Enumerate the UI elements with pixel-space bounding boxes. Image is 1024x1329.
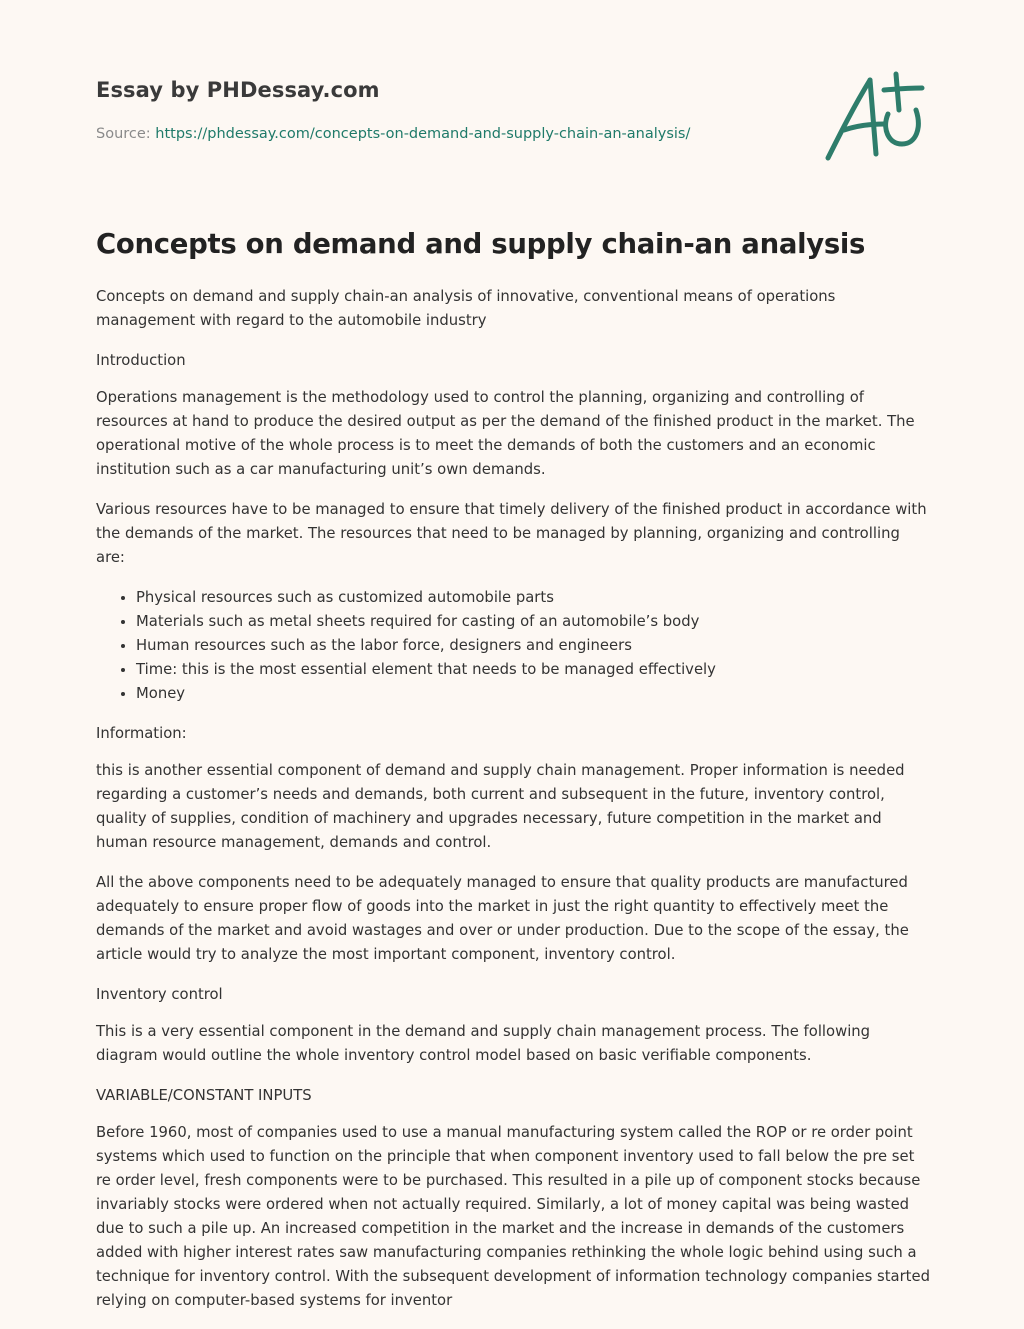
site-brand: Essay by PHDessay.com bbox=[96, 78, 380, 102]
essay-subtitle: Concepts on demand and supply chain-an analysis of innovative, conventional means of operations management with regard to the automobile industry bbox=[96, 288, 836, 329]
paragraph: This is a very essential component in the demand and supply chain management process. The following diagram would outline the whole inventory control model based on basic verifiable components. bbox=[96, 1023, 871, 1064]
paragraph: All the above components need to be adequately managed to ensure that quality products are manufactured adequately to ensure proper flow of goods into the market in just the right quantity to effectively meet the demands of the market and avoid wastages and over or under production. Due to the scope of the essay, the article would try to analyze the most important component, inventory control. bbox=[96, 874, 909, 963]
section-heading-introduction: Introduction bbox=[96, 352, 186, 369]
paragraph: Before 1960, most of companies used to use a manual manufacturing system called the ROP or re order point systems which used to function on the principle that when component inventory used to fall below the pre set re order level, fresh components were to be purchased. This resulted in a pile up of component stocks because invariably stocks were ordered when not actually required. Similarly, a lot of money capital was being wasted due to such a pile up. An increased competition in the market and the increase in demands of the customers added with higher interest rates saw manufacturing companies rethinking the whole logic behind using such a technique for inventory control. With the subsequent development of information technology companies started relying on computer-based systems for inventor bbox=[96, 1124, 930, 1309]
paragraph: Operations management is the methodology used to control the planning, organizing and controlling of resources at hand to produce the desired output as per the demand of the finished product in the market. The operational motive of the whole process is to meet the demands of both the customers and an economic institution such as a car manufacturing unit’s own demands. bbox=[96, 389, 915, 478]
essay-article bbox=[96, 224, 932, 1329]
list-item: • Human resources such as the labor force, designers and engineers bbox=[136, 634, 932, 658]
list-item: • Time: this is the most essential element that needs to be managed effectively bbox=[136, 658, 932, 682]
page-title: Concepts on demand and supply chain-an analysis bbox=[96, 228, 866, 260]
section-heading-inventory-control: Inventory control bbox=[96, 986, 223, 1003]
source-link[interactable]: https://phdessay.com/concepts-on-demand-and-supply-chain-an-analysis/ bbox=[155, 126, 691, 142]
resources-list bbox=[96, 586, 932, 706]
paragraph: this is another essential component of demand and supply chain management. Proper information is needed regarding a customer’s needs and demands, both current and subsequent in the future, inventory control, quality of supplies, condition of machinery and upgrades necessary, future competition in the market and human resource management, demands and control. bbox=[96, 762, 905, 851]
a-plus-logo-icon bbox=[818, 66, 930, 166]
section-heading-information: Information: bbox=[96, 725, 187, 742]
section-heading-variable-inputs: VARIABLE/CONSTANT INPUTS bbox=[96, 1087, 312, 1104]
paragraph: Various resources have to be managed to ensure that timely delivery of the finished product in accordance with the demands of the market. The resources that need to be managed by planning, organizing and controlling are: bbox=[96, 501, 927, 566]
source-line bbox=[96, 124, 796, 144]
list-item: • Money bbox=[136, 682, 932, 706]
source-label: Source: bbox=[96, 126, 156, 142]
list-item: • Materials such as metal sheets required for casting of an automobile’s body bbox=[136, 610, 932, 634]
list-item: • Physical resources such as customized automobile parts bbox=[136, 586, 932, 610]
essay-header bbox=[96, 76, 796, 144]
